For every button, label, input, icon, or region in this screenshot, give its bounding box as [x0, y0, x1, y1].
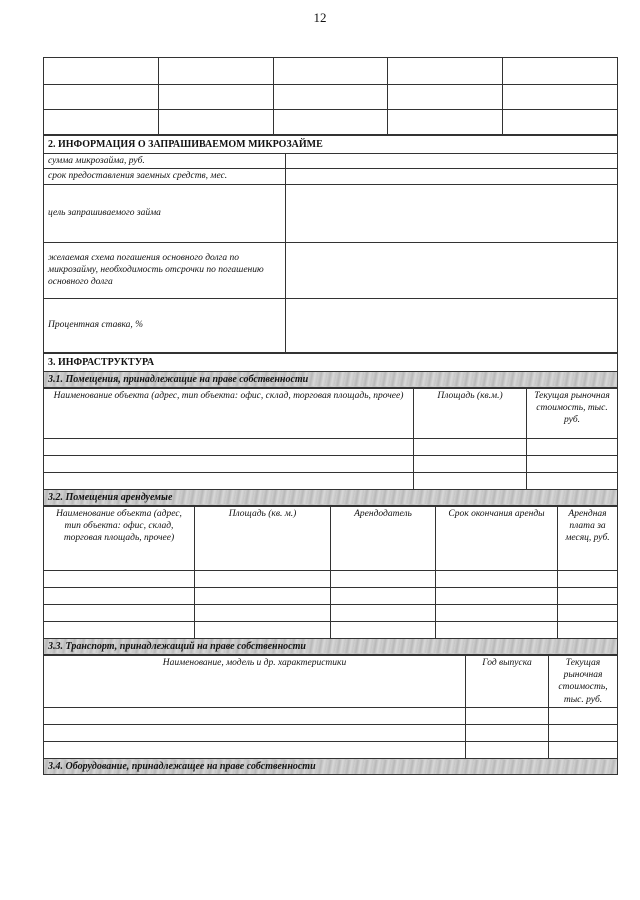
continuation-table — [43, 57, 618, 135]
cell[interactable] — [503, 58, 618, 85]
cell[interactable] — [466, 725, 549, 742]
cell[interactable] — [331, 570, 436, 587]
header-rented-area: Площадь (кв. м.) — [195, 506, 331, 570]
section-3-3-table — [43, 655, 618, 775]
cell[interactable] — [549, 725, 618, 742]
cell[interactable] — [195, 621, 331, 638]
cell[interactable] — [436, 570, 558, 587]
header-vehicle-year: Год выпуска — [466, 655, 549, 707]
cell[interactable] — [558, 587, 618, 604]
repayment-scheme-field[interactable] — [286, 242, 618, 298]
repayment-scheme-label: желаемая схема погашения основного долга по микрозайму, необходимость отсрочки по погашению основного долга — [44, 242, 286, 298]
cell[interactable] — [44, 570, 195, 587]
section-3-4-title: 3.4. Оборудование, принадлежащее на праве собственности — [44, 759, 618, 775]
section-3-title: 3. ИНФРАСТРУКТУРА — [44, 353, 618, 371]
cell[interactable] — [44, 725, 466, 742]
cell[interactable] — [44, 708, 466, 725]
section-3-2-title: 3.2. Помещения арендуемые — [44, 489, 618, 505]
section-3-1-table — [43, 388, 618, 506]
cell[interactable] — [549, 742, 618, 759]
cell[interactable] — [44, 742, 466, 759]
section-2-title: 2. ИНФОРМАЦИЯ О ЗАПРАШИВАЕМОМ МИКРОЗАЙМЕ — [44, 136, 618, 154]
loan-purpose-label: цель запрашиваемого займа — [44, 184, 286, 242]
cell[interactable] — [527, 438, 618, 455]
cell[interactable] — [195, 604, 331, 621]
cell[interactable] — [527, 455, 618, 472]
interest-rate-field[interactable] — [286, 298, 618, 352]
cell[interactable] — [503, 85, 618, 110]
header-vehicle-value: Текущая рыночная стоимость, тыс. руб. — [549, 655, 618, 707]
cell[interactable] — [466, 742, 549, 759]
cell[interactable] — [503, 110, 618, 135]
loan-amount-label: сумма микрозайма, руб. — [44, 154, 286, 169]
cell[interactable] — [331, 604, 436, 621]
interest-rate-label: Процентная ставка, % — [44, 298, 286, 352]
page-number: 12 — [313, 10, 327, 25]
header-monthly-rent: Арендная плата за месяц, руб. — [558, 506, 618, 570]
header-vehicle-name: Наименование, модель и др. характеристики — [44, 655, 466, 707]
cell[interactable] — [436, 604, 558, 621]
cell[interactable] — [44, 85, 159, 110]
header-landlord: Арендодатель — [331, 506, 436, 570]
cell[interactable] — [331, 621, 436, 638]
loan-term-label: срок предоставления заемных средств, мес. — [44, 169, 286, 184]
cell[interactable] — [44, 472, 414, 489]
cell[interactable] — [44, 621, 195, 638]
cell[interactable] — [388, 110, 503, 135]
cell[interactable] — [414, 455, 527, 472]
cell[interactable] — [195, 587, 331, 604]
section-3-1-title: 3.1. Помещения, принадлежащие на праве собственности — [44, 371, 618, 387]
header-market-value: Текущая рыночная стоимость, тыс. руб. — [527, 388, 618, 438]
loan-purpose-field[interactable] — [286, 184, 618, 242]
cell[interactable] — [388, 85, 503, 110]
header-rented-object: Наименование объекта (адрес, тип объекта: офис, склад, торговая площадь, прочее) — [44, 506, 195, 570]
section-2-table — [43, 135, 618, 353]
cell[interactable] — [44, 455, 414, 472]
loan-term-field[interactable] — [286, 169, 618, 184]
cell[interactable] — [44, 110, 159, 135]
header-object-name: Наименование объекта (адрес, тип объекта: офис, склад, торговая площадь, прочее) — [44, 388, 414, 438]
cell[interactable] — [414, 472, 527, 489]
cell[interactable] — [558, 621, 618, 638]
cell[interactable] — [414, 438, 527, 455]
cell[interactable] — [331, 587, 436, 604]
cell[interactable] — [158, 110, 273, 135]
cell[interactable] — [436, 587, 558, 604]
section-3-3-title: 3.3. Транспорт, принадлежащий на праве собственности — [44, 638, 618, 654]
cell[interactable] — [436, 621, 558, 638]
cell[interactable] — [44, 587, 195, 604]
section-3-header — [43, 353, 618, 388]
cell[interactable] — [388, 58, 503, 85]
cell[interactable] — [158, 85, 273, 110]
loan-amount-field[interactable] — [286, 154, 618, 169]
cell[interactable] — [44, 58, 159, 85]
cell[interactable] — [466, 708, 549, 725]
cell[interactable] — [273, 85, 388, 110]
section-3-2-table — [43, 506, 618, 655]
cell[interactable] — [44, 438, 414, 455]
cell[interactable] — [527, 472, 618, 489]
cell[interactable] — [549, 708, 618, 725]
cell[interactable] — [273, 110, 388, 135]
header-lease-end: Срок окончания аренды — [436, 506, 558, 570]
cell[interactable] — [44, 604, 195, 621]
cell[interactable] — [158, 58, 273, 85]
cell[interactable] — [558, 570, 618, 587]
header-area: Площадь (кв.м.) — [414, 388, 527, 438]
cell[interactable] — [273, 58, 388, 85]
form-sheet — [43, 57, 618, 775]
cell[interactable] — [558, 604, 618, 621]
cell[interactable] — [195, 570, 331, 587]
